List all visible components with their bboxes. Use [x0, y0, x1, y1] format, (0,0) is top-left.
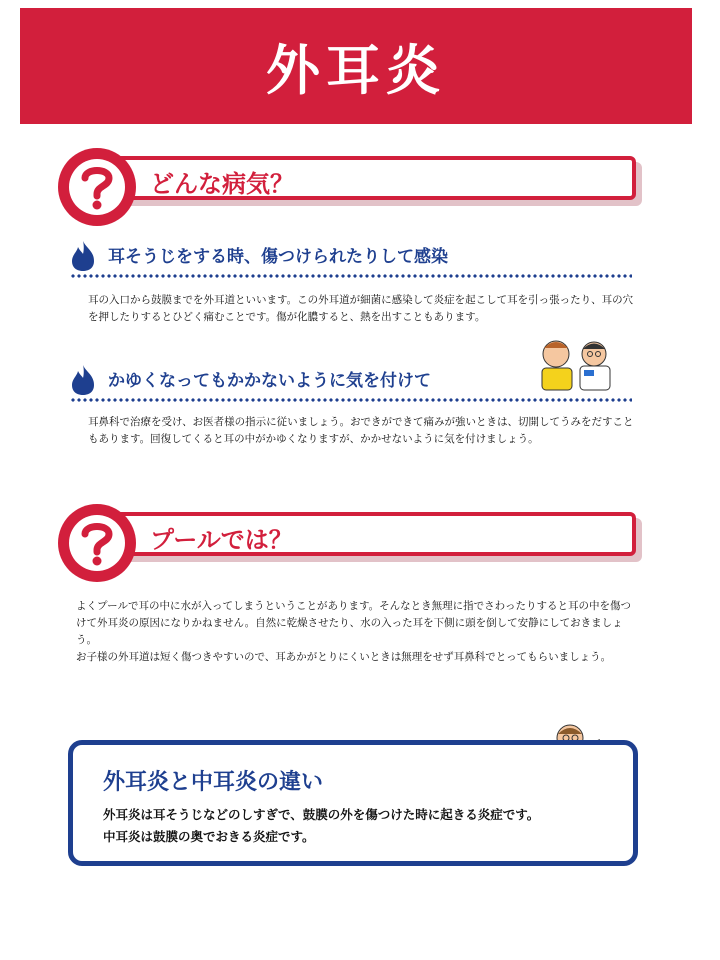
paragraph-infection: 耳の入口から鼓膜までを外耳道といいます。この外耳道が細菌に感染して炎症を起こして耳を引っ張ったり、耳の穴を押したりするとひどく痛むことです。傷が化膿すると、熱を出すこともあります。: [88, 294, 634, 323]
flame-icon: [70, 364, 96, 396]
page-title: 外耳炎: [266, 38, 446, 102]
subheading-text: 耳そうじをする時、傷つけられたりして感染: [108, 247, 448, 267]
question-mark-icon: [58, 504, 136, 582]
section-question-label: プールでは？: [150, 526, 293, 554]
subheading-itching: [70, 362, 632, 402]
comparison-title: 外耳炎と中耳炎の違い: [103, 770, 324, 795]
comparison-line-middle: 中耳炎は鼓膜の奥でおきる炎症です。: [103, 829, 315, 844]
paragraph-itching: 耳鼻科で治療を受け、お医者様の指示に従いましょう。おできができて痛みが強いときは、切開してうみをだすこともあります。回復してくると耳の中がかゆくなりますが、かかせないように気を付けましょう。: [88, 416, 634, 445]
question-mark-icon: [58, 148, 136, 226]
section-question-label: どんな病気？: [150, 170, 294, 198]
section-header-pool: [58, 504, 642, 584]
dotted-divider: [70, 398, 632, 402]
subheading-infection: [70, 238, 632, 278]
subheading-text: かゆくなってもかかないように気を付けて: [108, 371, 431, 391]
comparison-line-outer: 外耳炎は耳そうじなどのしすぎで、鼓膜の外を傷つけた時に起きる炎症です。: [103, 807, 540, 822]
section-header-disease: [58, 148, 642, 228]
flame-icon: [70, 240, 96, 272]
comparison-box: [68, 740, 638, 866]
title-banner: [20, 8, 692, 124]
paragraph-pool: よくプールで耳の中に水が入ってしまうということがあります。そんなとき無理に指でさわったりすると耳の中を傷つけて外耳炎の原因になりかねません。自然に乾燥させたり、水の入った耳を下側に頭を倒して安静にしておきましょう。 お子様の外耳道は短く傷つきやすいので、耳あかがとりにくいときは無理をせず耳鼻科でとってもらいましょう。: [76, 600, 632, 663]
dotted-divider: [70, 274, 632, 278]
